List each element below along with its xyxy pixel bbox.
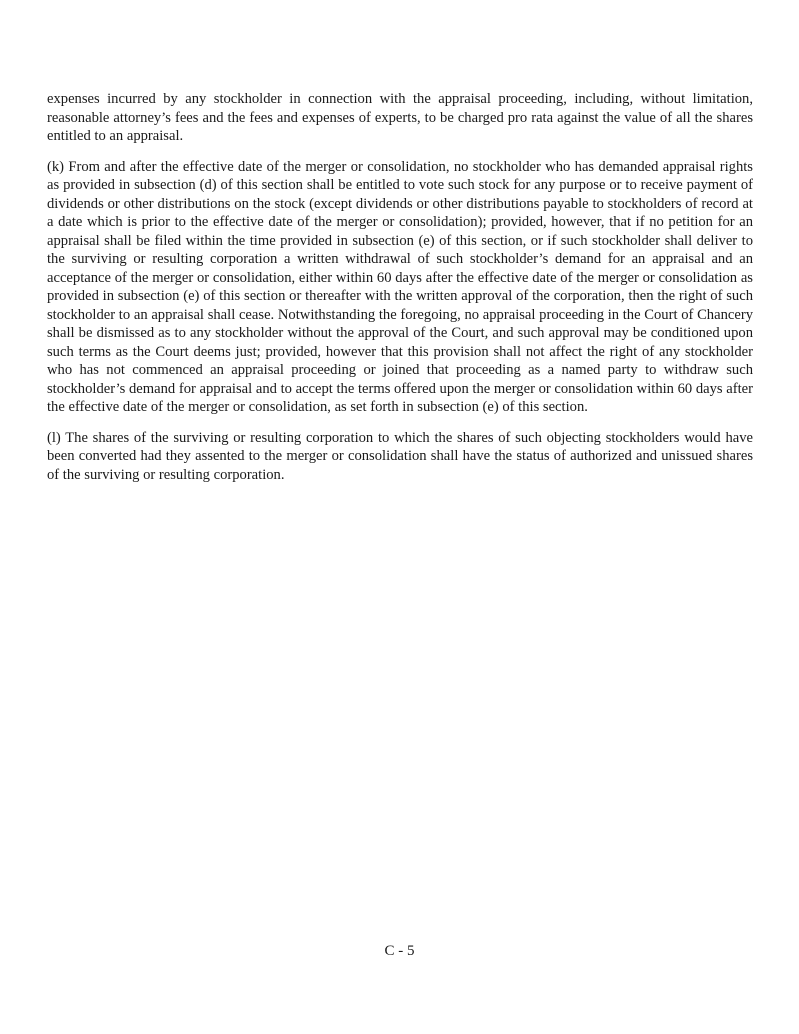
paragraph-k: (k) From and after the effective date of the merger or consolidation, no stockholder who has demanded appraisal rights as provided in subsection (d) of this section shall be entitled to vote such stock for any purpose or to receive payment of dividends or other distributions on the stock (except dividends or other distributions payable to stockholders of record at a date which is prior to the effective date of the merger or consolidation); provided, however, that if no petition for an appraisal shall be filed within the time provided in subsection (e) of this section, or if such stockholder shall deliver to the surviving or resulting corporation a written withdrawal of such stockholder’s demand for an appraisal and an acceptance of the merger or consolidation, either within 60 days after the effective date of the merger or consolidation as provided in subsection (e) of this section or thereafter with the written approval of the corporation, then the right of such stockholder to an appraisal shall cease. Notwithstanding the foregoing, no appraisal proceeding in the Court of Chancery shall be dismissed as to any stockholder without the approval of the Court, and such approval may be conditioned upon such terms as the Court deems just; provided, however that this provision shall not affect the right of any stockholder who has not commenced an appraisal proceeding or joined that proceeding as a named party to withdraw such stockholder’s demand for appraisal and to accept the terms offered upon the merger or consolidation within 60 days after the effective date of the merger or consolidation, as set forth in subsection (e) of this section.: [47, 158, 753, 415]
document-body: [47, 90, 753, 496]
page-number: C - 5: [384, 943, 415, 959]
paragraph-continuation: expenses incurred by any stockholder in connection with the appraisal proceeding, including, without limitation, reasonable attorney’s fees and the fees and expenses of experts, to be charged pro rata against the value of all the shares entitled to an appraisal.: [47, 91, 753, 144]
paragraph-l: (l) The shares of the surviving or resulting corporation to which the shares of such objecting stockholders would have been converted had they assented to the merger or consolidation shall have the status of authorized and unissued shares of the surviving or resulting corporation.: [47, 429, 753, 483]
